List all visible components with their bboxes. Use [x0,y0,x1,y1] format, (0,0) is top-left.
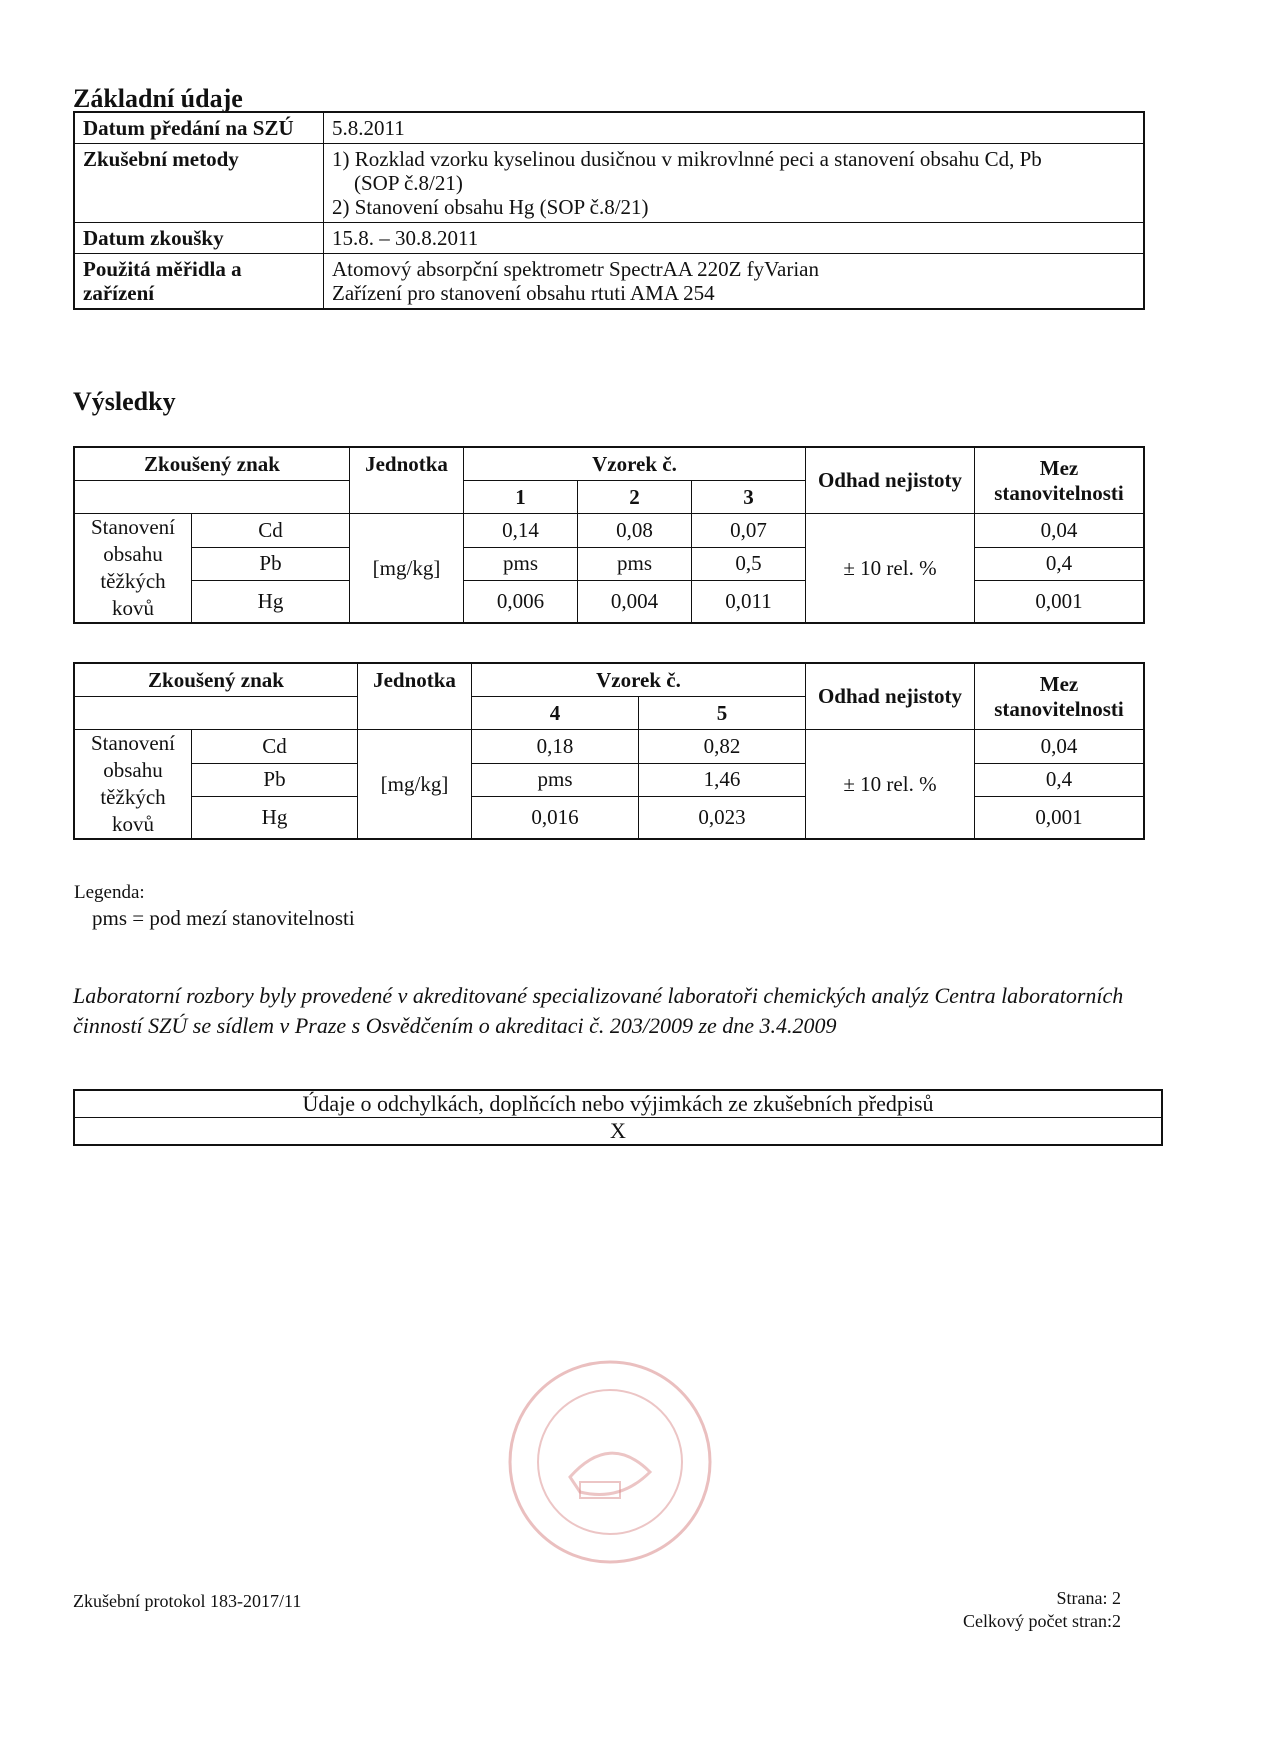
element-cell: Pb [192,547,350,581]
value-cell: 0,016 [472,797,639,839]
header-jednotka: Jednotka [358,663,472,730]
value-line: (SOP č.8/21) [354,171,463,195]
table-row [74,581,1144,623]
table-row [74,763,1144,797]
header-mez: Mez stanovitelnosti [975,447,1145,514]
value-cell: 0,011 [692,581,806,623]
value-cell: 0,82 [639,730,806,764]
basic-info-label: Datum zkoušky [74,223,324,254]
row-description: Stanovení obsahu těžkých kovů [74,514,192,624]
header-odhad: Odhad nejistoty [806,447,975,514]
basic-info-row [74,112,1144,144]
header-jednotka: Jednotka [350,447,464,514]
value-cell: 0,14 [464,514,578,548]
uncertainty-cell: ± 10 rel. % [806,730,975,840]
deviations-title: Údaje o odchylkách, doplňcích nebo výjimkách ze zkušebních předpisů [74,1090,1162,1118]
legend-text: pms = pod mezí stanovitelnosti [92,906,355,930]
limit-cell: 0,001 [975,581,1145,623]
header-znak: Zkoušený znak [74,447,350,481]
basic-info-row [74,254,1144,310]
legend-title: Legenda: [74,882,145,903]
page-info [963,1587,1121,1633]
value-line: 15.8. – 30.8.2011 [332,226,479,250]
header-odhad: Odhad nejistoty [806,663,975,730]
sample-number: 1 [464,481,578,514]
table-row [74,797,1144,839]
value-cell: 0,004 [578,581,692,623]
header-znak: Zkoušený znak [74,663,358,697]
basic-info-title: Základní údaje [73,84,243,113]
value-cell: pms [464,547,578,581]
element-cell: Hg [192,797,358,839]
element-cell: Hg [192,581,350,623]
deviations-table [73,1089,1163,1146]
basic-info-value [324,112,1145,144]
element-cell: Cd [192,730,358,764]
basic-info-table [73,111,1145,310]
value-cell: pms [472,763,639,797]
value-line: 5.8.2011 [332,116,405,140]
element-cell: Cd [192,514,350,548]
results-table-1 [73,446,1145,624]
basic-info-row [74,223,1144,254]
header-vzorek: Vzorek č. [472,663,806,697]
value-cell: 0,023 [639,797,806,839]
limit-cell: 0,04 [975,730,1145,764]
basic-info-label: Datum předání na SZÚ [74,112,324,144]
basic-info-value [324,223,1145,254]
basic-info-label: Zkušební metody [74,144,324,223]
uncertainty-cell: ± 10 rel. % [806,514,975,624]
value-cell: pms [578,547,692,581]
basic-info-row [74,144,1144,223]
table-row [74,730,1144,764]
basic-info-label: Použitá měřidla a zařízení [74,254,324,310]
limit-cell: 0,4 [975,547,1145,581]
basic-info-value [324,254,1145,310]
results-table-2 [73,662,1145,840]
basic-info-value [324,144,1145,223]
sample-number: 2 [578,481,692,514]
official-stamp [500,1352,720,1572]
element-cell: Pb [192,763,358,797]
protocol-number: Zkušební protokol 183-2017/11 [73,1591,302,1611]
value-cell: 0,18 [472,730,639,764]
results-title: Výsledky [73,387,176,416]
accreditation-note: Laboratorní rozbory byly provedené v akreditované specializované laboratoři chemických analýz Centra laboratorních činností SZÚ se sídlem v Praze s Osvědčením o akreditaci č. 203/2009 ze dne 3.4.2009 [73,983,1124,1038]
sample-number: 5 [639,697,806,730]
header-znak-blank [74,481,350,514]
page-number: Strana: 2 [1056,1588,1121,1608]
limit-cell: 0,04 [975,514,1145,548]
value-cell: 1,46 [639,763,806,797]
sample-number: 4 [472,697,639,730]
limit-cell: 0,4 [975,763,1145,797]
total-pages: Celkový počet stran:2 [963,1611,1121,1631]
value-line: Zařízení pro stanovení obsahu rtuti AMA 254 [332,281,715,305]
deviations-value: X [74,1118,1162,1146]
table-row [74,547,1144,581]
table-row [74,514,1144,548]
value-line: 1) Rozklad vzorku kyselinou dusičnou v mikrovlnné peci a stanovení obsahu Cd, Pb [332,147,1042,171]
sample-number: 3 [692,481,806,514]
unit-cell: [mg/kg] [350,514,464,624]
value-cell: 0,5 [692,547,806,581]
value-line: 2) Stanovení obsahu Hg (SOP č.8/21) [332,195,649,219]
header-vzorek: Vzorek č. [464,447,806,481]
header-znak-blank [74,697,358,730]
row-description: Stanovení obsahu těžkých kovů [74,730,192,840]
value-cell: 0,07 [692,514,806,548]
header-mez: Mez stanovitelnosti [975,663,1145,730]
value-line: Atomový absorpční spektrometr SpectrAA 220Z fyVarian [332,257,819,281]
value-cell: 0,006 [464,581,578,623]
unit-cell: [mg/kg] [358,730,472,840]
limit-cell: 0,001 [975,797,1145,839]
value-cell: 0,08 [578,514,692,548]
